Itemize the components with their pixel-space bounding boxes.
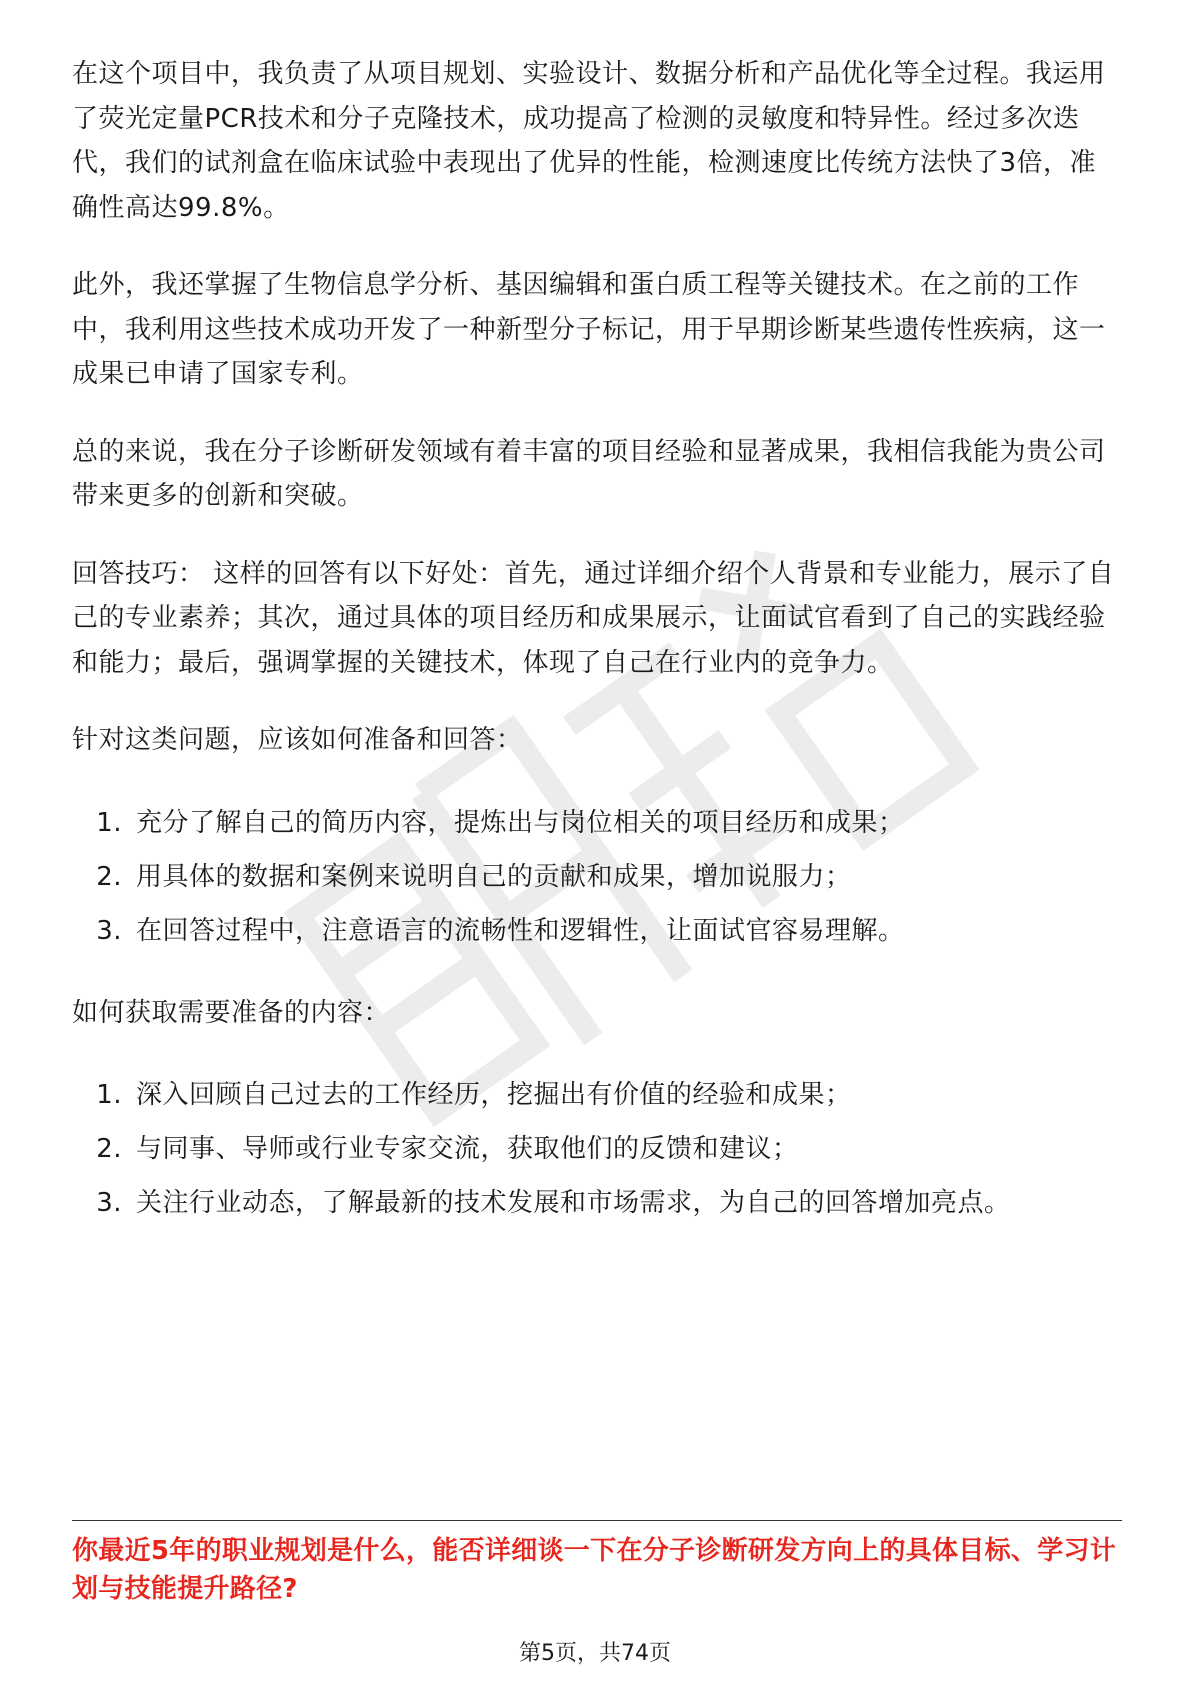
list-item: 2. 用具体的数据和案例来说明自己的贡献和成果，增加说服力； [96, 861, 852, 892]
paragraph-skills: 此外，我还掌握了生物信息学分析、基因编辑和蛋白质工程等关键技术。在之前的工作中，我利用这些技术成功开发了一种新型分子标记，用于早期诊断某些遗传性疾病，这一成果已申请了国家专利。 [72, 270, 1106, 389]
prepare-list [72, 796, 1122, 958]
paragraph-prepare-heading: 针对这类问题，应该如何准备和回答： [72, 725, 523, 755]
list-item: 1. 充分了解自己的简历内容，提炼出与岗位相关的项目经历和成果； [96, 807, 905, 838]
obtain-list [72, 1068, 1122, 1230]
paragraph-answer-tips: 回答技巧： 这样的回答有以下好处：首先，通过详细介绍个人背景和专业能力，展示了自己的专业素养；其次，通过具体的项目经历和成果展示，让面试官看到了自己的实践经验和能力；最后，强调掌握的关键技术，体现了自己在行业内的竞争力。 [72, 558, 1115, 678]
list-item: 1. 深入回顾自己过去的工作经历，挖掘出有价值的经验和成果； [96, 1080, 852, 1110]
list-item: 3. 关注行业动态，了解最新的技术发展和市场需求，为自己的回答增加亮点。 [96, 1188, 1011, 1218]
paragraph-summary: 总的来说，我在分子诊断研发领域有着丰富的项目经验和显著成果，我相信我能为贵公司带来更多的创新和突破。 [72, 436, 1106, 511]
paragraph-project: 在这个项目中，我负责了从项目规划、实验设计、数据分析和产品优化等全过程。我运用了荧光定量PCR技术和分子克隆技术，成功提高了检测的灵敏度和特异性。经过多次迭代，我们的试剂盒在临床试验中表现出了优异的性能，检测速度比传统方法快了3倍，准确性高达99.8%。 [72, 59, 1106, 223]
next-question-heading: 你最近5年的职业规划是什么，能否详细谈一下在分子诊断研发方向上的具体目标、学习计划与技能提升路径? [72, 1536, 1117, 1604]
section-divider [72, 1520, 1122, 1521]
page-number: 第5页，共74页 [519, 1641, 671, 1666]
list-item: 3. 在回答过程中，注意语言的流畅性和逻辑性，让面试官容易理解。 [96, 915, 905, 946]
document-body [72, 52, 1122, 1263]
obtain-heading: 如何获取需要准备的内容： [72, 997, 391, 1028]
list-item: 2. 与同事、导师或行业专家交流，获取他们的反馈和建议； [96, 1134, 799, 1164]
